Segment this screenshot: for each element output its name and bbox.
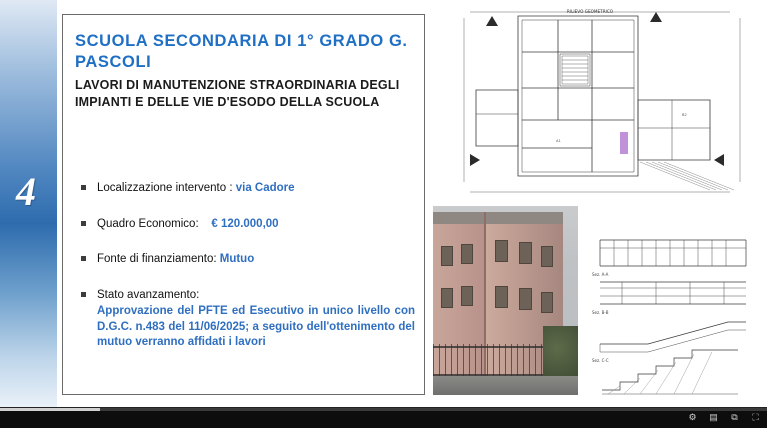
bullet-label-stato-avanzamento: Stato avanzamento:	[97, 288, 200, 301]
page-subtitle: LAVORI DI MANUTENZIONE STRAORDINARIA DEGLI IMPIANTI E DELLE VIE D'ESODO DELLA SCUOLA	[75, 78, 400, 109]
photo-window	[519, 242, 532, 264]
bullet-label-fonte-finanziamento: Fonte di finanziamento:	[97, 253, 217, 266]
bullet-value-localizzazione: via Cadore	[235, 182, 295, 194]
photo-window	[541, 246, 553, 267]
photo-roofline	[433, 212, 563, 224]
photo-window	[495, 286, 508, 308]
bullet-label-quadro-economico: Quadro Economico:	[97, 217, 199, 230]
svg-text:B2: B2	[682, 113, 687, 117]
technical-drawing-plan	[440, 4, 750, 200]
svg-text:A1: A1	[556, 139, 561, 143]
page-title: SCUOLA SECONDARIA DI 1° GRADO G. PASCOLI	[75, 32, 408, 71]
photo-window	[461, 286, 473, 306]
photo-window	[441, 288, 453, 308]
bullet-value-quadro-economico: € 120.000,00	[211, 217, 279, 230]
fullscreen-icon[interactable]: ⛶	[752, 412, 759, 422]
photo-vegetation	[543, 326, 578, 381]
subtitles-icon[interactable]: ▤	[709, 412, 718, 422]
list-item	[79, 252, 415, 268]
list-item	[79, 181, 415, 197]
slide-number: 4	[16, 169, 36, 214]
bullet-label-localizzazione: Localizzazione intervento :	[97, 182, 233, 194]
list-item	[79, 288, 415, 351]
plan-drawing-svg	[440, 4, 750, 200]
plan-drawing-caption: RILIEVO GEOMETRICO	[566, 9, 614, 14]
bullet-value-stato-avanzamento: Approvazione del PFTE ed Esecutivo in unico livello con D.G.C. n.483 del 11/06/2025; a seguito dell'ottenimento del mutuo verranno affidati i lavori	[97, 305, 415, 349]
section-caption-3: Sez. C-C	[592, 358, 609, 363]
section-caption-1: Sez. A-A	[592, 272, 609, 277]
bullet-list	[79, 181, 415, 351]
photo-window	[541, 292, 553, 313]
photo-window	[519, 288, 532, 310]
slide-text-panel	[62, 14, 425, 395]
progress-bar-fill	[0, 408, 100, 411]
photo-window	[461, 244, 473, 264]
player-controls-right	[687, 412, 761, 423]
building-photo	[433, 206, 578, 395]
sections-drawing-svg	[588, 226, 758, 398]
section-caption-2: Sez. B-B	[592, 310, 609, 315]
pip-icon[interactable]: ⧉	[731, 412, 738, 422]
progress-bar-track[interactable]	[0, 408, 767, 411]
settings-icon[interactable]: ⚙	[688, 412, 697, 422]
photo-ground	[433, 376, 578, 395]
photo-window	[495, 240, 508, 262]
bullet-value-fonte-finanziamento: Mutuo	[219, 253, 255, 266]
list-item	[79, 217, 415, 233]
photo-window	[441, 246, 453, 266]
player-controls[interactable]	[0, 407, 767, 428]
technical-drawing-sections	[588, 226, 758, 398]
